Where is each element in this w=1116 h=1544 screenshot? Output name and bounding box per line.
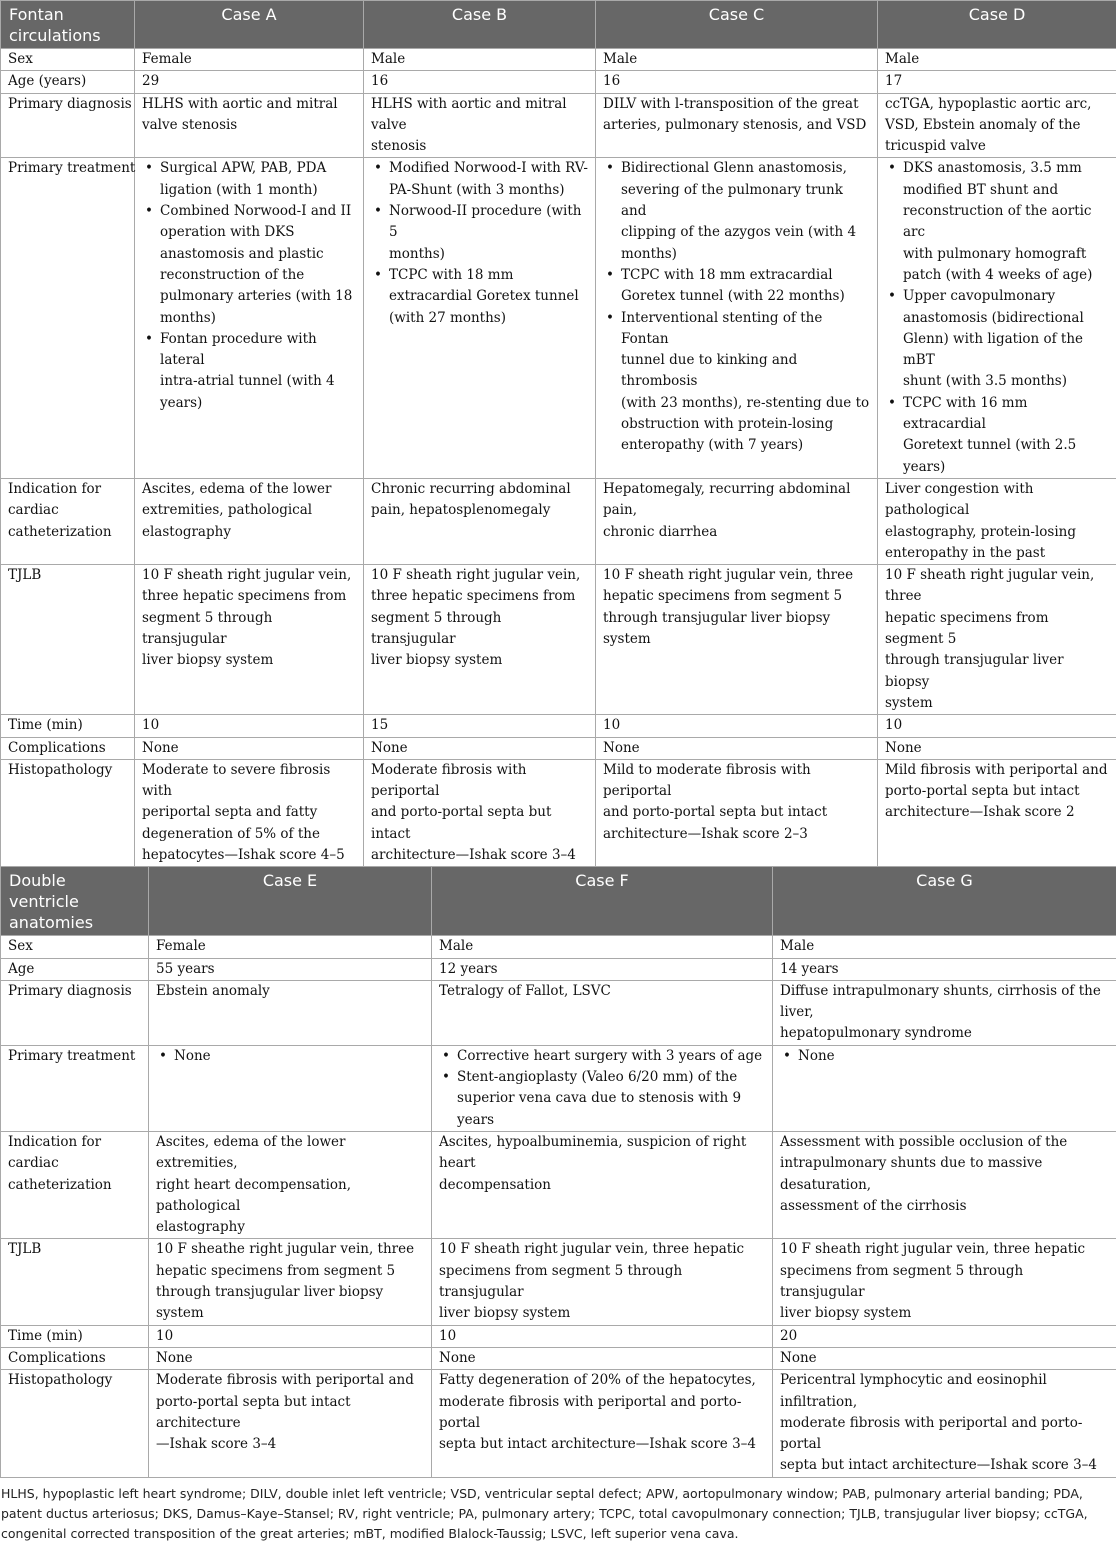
row-label-line: cardiac [8, 502, 59, 518]
table-row [1, 1131, 1116, 1238]
table-cell [773, 1045, 1116, 1131]
case-c-header: Case C [596, 1, 878, 49]
table-cell [364, 759, 596, 866]
table-cell [432, 958, 773, 980]
table-cell [773, 980, 1116, 1045]
cell-line: 10 F sheath right jugular vein, three [603, 567, 853, 583]
cell-line: 10 F sheath right jugular vein, three hepatic [439, 1241, 744, 1257]
table-cell [878, 478, 1116, 564]
table-row [1, 737, 1116, 759]
table-cell [149, 1131, 432, 1238]
table-cell [135, 565, 364, 715]
cell-line: anastomosis and plastic [160, 246, 324, 262]
list-item [158, 329, 357, 414]
table-cell [432, 1370, 773, 1477]
cell-line: TCPC with 18 mm [389, 267, 513, 283]
table-cell [878, 565, 1116, 715]
treatment-list [142, 158, 357, 414]
table-cell [596, 759, 878, 866]
row-label-line: Indication for [8, 481, 101, 497]
cell-line: 10 F sheathe right jugular vein, three [156, 1241, 414, 1257]
cell-line: PA-Shunt (with 3 months) [389, 182, 565, 198]
cell-line: porto-portal septa but intact architecture [156, 1394, 351, 1431]
table-cell [432, 1131, 773, 1238]
cell-line: None [371, 740, 408, 756]
cell-line: Ascites, edema of the lower extremities, [156, 1134, 346, 1171]
list-item [158, 201, 357, 329]
cell-line: Surgical APW, PAB, PDA [160, 160, 326, 176]
cell-line: Male [439, 938, 473, 954]
cell-line: enteropathy in the past [885, 545, 1045, 561]
row-label: Sex [1, 49, 135, 71]
table-cell [878, 93, 1116, 158]
list-item [387, 201, 589, 265]
cell-line: superior vena cava due to stenosis with 9 years [457, 1090, 741, 1127]
table-cell [878, 759, 1116, 866]
cell-line: None [156, 1350, 193, 1366]
table-cell [773, 1325, 1116, 1347]
cell-line: Mild fibrosis with periportal and [885, 762, 1107, 778]
row-label: TJLB [1, 565, 135, 715]
row-label: TJLB [1, 1239, 149, 1325]
table-cell [364, 71, 596, 93]
table-cell [149, 980, 432, 1045]
cell-line: arteries, pulmonary stenosis, and VSD [603, 117, 866, 133]
section-title-line: Fontan [9, 5, 64, 24]
row-label: Primary treatment [1, 158, 135, 478]
table-row [1, 565, 1116, 715]
cell-line: and porto-portal septa but intact [371, 804, 551, 841]
cell-line: HLHS with aortic and mitral valve [371, 96, 567, 133]
cell-line: intrapulmonary shunts due to massive desaturation, [780, 1155, 1042, 1192]
cell-line: reconstruction of the aortic arc [903, 203, 1092, 240]
table-row [1, 71, 1116, 93]
table-row [1, 936, 1116, 958]
table-cell [135, 93, 364, 158]
cell-line: 14 years [780, 961, 839, 977]
case-e-header: Case E [149, 867, 432, 936]
cell-line: hepatic specimens from segment 5 [885, 610, 1049, 647]
treatment-list [371, 158, 589, 328]
cell-line: months) [389, 246, 445, 262]
cell-line: Mild to moderate fibrosis with periportal [603, 762, 811, 799]
cell-line: Fatty degeneration of 20% of the hepatocytes, [439, 1372, 756, 1388]
cell-line: HLHS with aortic and mitral [142, 96, 338, 112]
cell-line: Combined Norwood-I and II [160, 203, 351, 219]
list-item [619, 308, 871, 457]
table-cell [596, 737, 878, 759]
table-row [1, 1045, 1116, 1131]
table-row [1, 1370, 1116, 1477]
cell-line: Assessment with possible occlusion of the [780, 1134, 1067, 1150]
table-cell [878, 158, 1116, 478]
list-item [455, 1046, 766, 1067]
table-cell [596, 93, 878, 158]
row-label [1, 1131, 149, 1238]
cell-line: None [603, 740, 640, 756]
cell-line: Female [142, 51, 192, 67]
table-cell [149, 1347, 432, 1369]
cell-line: Bidirectional Glenn anastomosis, [621, 160, 847, 176]
double-table-body [1, 936, 1116, 1477]
double-ventricle-table [0, 866, 1116, 1477]
cell-line: 15 [371, 717, 388, 733]
cell-line: hepatopulmonary syndrome [780, 1025, 972, 1041]
row-label: Time (min) [1, 715, 135, 737]
cell-line: 10 [439, 1328, 456, 1344]
table-cell [773, 958, 1116, 980]
row-label: Histopathology [1, 1370, 149, 1477]
cell-line: shunt (with 3.5 months) [903, 373, 1067, 389]
cell-line: with pulmonary homograft [903, 246, 1086, 262]
cell-line: Moderate to severe fibrosis with [142, 762, 330, 799]
treatment-list [885, 158, 1110, 477]
cell-line: three hepatic specimens from [142, 588, 346, 604]
cell-line: decompensation [439, 1177, 551, 1193]
table-cell [596, 71, 878, 93]
table-row [1, 1239, 1116, 1325]
cell-line: periportal septa and fatty [142, 804, 317, 820]
cell-line: 10 [142, 717, 159, 733]
fontan-table-body [1, 49, 1116, 867]
table-cell [135, 71, 364, 93]
section-title-line: anatomies [9, 913, 93, 932]
cell-line: three hepatic specimens from [371, 588, 575, 604]
cell-line: specimens from segment 5 through transjugular [439, 1263, 682, 1300]
table-cell [596, 158, 878, 478]
cell-line: (with 27 months) [389, 310, 506, 326]
list-item [172, 1046, 425, 1067]
list-item [387, 158, 589, 201]
table-cell [878, 737, 1116, 759]
table-cell [596, 565, 878, 715]
cell-line: 17 [885, 73, 902, 89]
cell-line: operation with DKS [160, 224, 295, 240]
cell-line: through transjugular liver biopsy system [156, 1284, 383, 1321]
cell-line: clipping of the azygos vein (with 4 [621, 224, 856, 240]
cell-line: Ascites, edema of the lower [142, 481, 332, 497]
cell-line: hepatocytes—Ishak score 4–5 [142, 847, 345, 863]
table-cell [878, 49, 1116, 71]
table-cell [432, 1045, 773, 1131]
cell-line: Liver congestion with pathological [885, 481, 1033, 518]
cell-line: assessment of the cirrhosis [780, 1198, 967, 1214]
table-cell [135, 715, 364, 737]
table-row [1, 759, 1116, 866]
cell-line: Female [156, 938, 206, 954]
table-cell [596, 478, 878, 564]
cell-line: 10 F sheath right jugular vein, three hepatic [780, 1241, 1085, 1257]
cell-line: segment 5 through transjugular [371, 610, 501, 647]
row-label: Sex [1, 936, 149, 958]
row-label: Primary treatment [1, 1045, 149, 1131]
cell-line: obstruction with protein-losing [621, 416, 833, 432]
row-label-line: catheterization [8, 524, 112, 540]
table-cell [364, 158, 596, 478]
cell-line: months) [160, 310, 216, 326]
cell-line: Modified Norwood-I with RV- [389, 160, 588, 176]
cell-line: right heart decompensation, pathological [156, 1177, 351, 1214]
table-cell [773, 1239, 1116, 1325]
cell-line: (with 23 months), re-stenting due to [621, 395, 869, 411]
row-label: Primary diagnosis [1, 980, 149, 1045]
cell-line: chronic diarrhea [603, 524, 717, 540]
cell-line: None [174, 1048, 211, 1064]
cell-line: 10 F sheath right jugular vein, three [885, 567, 1094, 604]
cell-line: tunnel due to kinking and thrombosis [621, 352, 797, 389]
cell-line: septa but intact architecture—Ishak score 3–4 [439, 1436, 756, 1452]
cell-line: elastography [156, 1219, 245, 1235]
cell-line: enteropathy (with 7 years) [621, 437, 803, 453]
cell-line: 10 [603, 717, 620, 733]
cell-line: hepatic specimens from segment 5 [603, 588, 842, 604]
cell-line: Hepatomegaly, recurring abdominal pain, [603, 481, 850, 518]
cell-line: septa but intact architecture—Ishak score 3–4 [780, 1457, 1097, 1473]
cell-line: porto-portal septa but intact [885, 783, 1080, 799]
row-label: Complications [1, 737, 135, 759]
cell-line: stenosis [371, 138, 426, 154]
cell-line: moderate fibrosis with periportal and porto-portal [780, 1415, 1082, 1452]
list-item [901, 158, 1110, 286]
cell-line: liver biopsy system [142, 652, 273, 668]
table-row [1, 158, 1116, 478]
treatment-list [156, 1046, 425, 1067]
table-cell [149, 1325, 432, 1347]
row-label: Complications [1, 1347, 149, 1369]
row-label [1, 478, 135, 564]
table-cell [364, 93, 596, 158]
cell-line: 29 [142, 73, 159, 89]
table-cell [135, 759, 364, 866]
table-cell [364, 478, 596, 564]
table-cell [149, 1045, 432, 1131]
cell-line: 10 [156, 1328, 173, 1344]
list-item [387, 265, 589, 329]
cell-line: elastography [142, 524, 231, 540]
cell-line: liver biopsy system [780, 1305, 911, 1321]
cell-line: intra-atrial tunnel (with 4 [160, 373, 335, 389]
table-cell [149, 958, 432, 980]
cell-line: VSD, Ebstein anomaly of the [885, 117, 1081, 133]
table-row [1, 1347, 1116, 1369]
table-cell [432, 936, 773, 958]
cell-line: 10 [885, 717, 902, 733]
section-title-line: Double [9, 871, 66, 890]
row-label-line: Indication for [8, 1134, 101, 1150]
cell-line: specimens from segment 5 through transjugular [780, 1263, 1023, 1300]
list-item [901, 393, 1110, 478]
table-row [1, 958, 1116, 980]
cell-line: Tetralogy of Fallot, LSVC [439, 983, 611, 999]
table-footnote: HLHS, hypoplastic left heart syndrome; DILV, double inlet left ventricle; VSD, ventricular septal defect; APW, aortopulmonary window; PAB, pulmonary arterial banding; PDA, patent ductus arteriosus; DKS, Damus–Kaye–Stansel; RV, right ventricle; PA, pulmonary artery; TCPC, total cavopulmonary connection; TJLB, transjugular liver biopsy; ccTGA, congenital corrected transposition of the great arteries; mBT, modified Blalock-Taussig; LSVC, left superior vena cava. [0, 1478, 1116, 1544]
cell-line: months) [621, 246, 677, 262]
list-item [158, 158, 357, 201]
row-label-line: catheterization [8, 1177, 112, 1193]
cell-line: Ebstein anomaly [156, 983, 270, 999]
table-cell [596, 49, 878, 71]
table-cell [878, 715, 1116, 737]
cell-line: Norwood-II procedure (with 5 [389, 203, 581, 240]
table-cell [364, 565, 596, 715]
cell-line: years) [160, 395, 202, 411]
table-row [1, 1325, 1116, 1347]
cell-line: Interventional stenting of the Fontan [621, 310, 822, 347]
table-cell [364, 715, 596, 737]
cell-line: patch (with 4 weeks of age) [903, 267, 1092, 283]
table-row [1, 715, 1116, 737]
cell-line: 12 years [439, 961, 498, 977]
cell-line: Male [371, 51, 405, 67]
treatment-list [603, 158, 871, 456]
cell-line: moderate fibrosis with periportal and porto-portal [439, 1394, 741, 1431]
cell-line: severing of the pulmonary trunk and [621, 182, 843, 219]
table-cell [364, 737, 596, 759]
cell-line: Male [885, 51, 919, 67]
fontan-section-title [1, 1, 135, 49]
cell-line: ccTGA, hypoplastic aortic arc, [885, 96, 1091, 112]
treatment-list [439, 1046, 766, 1131]
list-item [901, 286, 1110, 392]
cell-line: Goretex tunnel (with 22 months) [621, 288, 845, 304]
cell-line: None [885, 740, 922, 756]
cell-line: 55 years [156, 961, 215, 977]
cell-line: modified BT shunt and [903, 182, 1058, 198]
table-cell [135, 478, 364, 564]
case-a-header: Case A [135, 1, 364, 49]
double-section-title [1, 867, 149, 936]
list-item [619, 265, 871, 308]
cell-line: hepatic specimens from segment 5 [156, 1263, 395, 1279]
case-b-header: Case B [364, 1, 596, 49]
cell-line: valve stenosis [142, 117, 237, 133]
cell-line: None [439, 1350, 476, 1366]
table-cell [432, 1325, 773, 1347]
case-d-header: Case D [878, 1, 1116, 49]
table-cell [135, 158, 364, 478]
cell-line: Moderate fibrosis with periportal and [156, 1372, 414, 1388]
table-cell [596, 715, 878, 737]
row-label: Primary diagnosis [1, 93, 135, 158]
row-label: Age [1, 958, 149, 980]
cell-line: Ascites, hypoalbuminemia, suspicion of right heart [439, 1134, 746, 1171]
list-item [619, 158, 871, 264]
row-label-line: cardiac [8, 1155, 59, 1171]
table-cell [135, 737, 364, 759]
cell-line: reconstruction of the [160, 267, 304, 283]
row-label: Age (years) [1, 71, 135, 93]
cell-line: Upper cavopulmonary [903, 288, 1055, 304]
cell-line: None [780, 1350, 817, 1366]
cell-line: through transjugular liver biopsy system [603, 610, 830, 647]
case-f-header: Case F [432, 867, 773, 936]
cell-line: Male [603, 51, 637, 67]
cell-line: 10 F sheath right jugular vein, [371, 567, 580, 583]
cell-line: TCPC with 18 mm extracardial [621, 267, 833, 283]
case-g-header: Case G [773, 867, 1116, 936]
cell-line: architecture—Ishak score 3–4 [371, 847, 576, 863]
table-cell [135, 49, 364, 71]
cell-line: liver biopsy system [371, 652, 502, 668]
cell-line: ligation (with 1 month) [160, 182, 318, 198]
cell-line: degeneration of 5% of the [142, 826, 320, 842]
cell-line: anastomosis (bidirectional [903, 310, 1084, 326]
list-item [455, 1067, 766, 1131]
table-cell [149, 936, 432, 958]
table-cell [878, 71, 1116, 93]
cell-line: Corrective heart surgery with 3 years of age [457, 1048, 762, 1064]
table-cell [773, 1347, 1116, 1369]
cell-line: DILV with l-transposition of the great [603, 96, 859, 112]
cell-line: liver biopsy system [439, 1305, 570, 1321]
cell-line: 20 [780, 1328, 797, 1344]
section-title-line: ventricle [9, 892, 79, 911]
cell-line: None [798, 1048, 835, 1064]
table-cell [432, 1239, 773, 1325]
cell-line: architecture—Ishak score 2 [885, 804, 1075, 820]
cell-line: Glenn) with ligation of the mBT [903, 331, 1083, 368]
cell-line: tricuspid valve [885, 138, 986, 154]
cell-line: architecture—Ishak score 2–3 [603, 826, 808, 842]
cell-line: Chronic recurring abdominal [371, 481, 571, 497]
table-row [1, 49, 1116, 71]
cell-line: Fontan procedure with lateral [160, 331, 317, 368]
table-row [1, 93, 1116, 158]
cell-line: None [142, 740, 179, 756]
table-row [1, 478, 1116, 564]
cell-line: and porto-portal septa but intact [603, 804, 827, 820]
cell-line: elastography, protein-losing [885, 524, 1076, 540]
table-cell [432, 980, 773, 1045]
cell-line: 16 [371, 73, 388, 89]
cell-line: system [885, 695, 933, 711]
table-cell [364, 49, 596, 71]
table-cell [773, 1370, 1116, 1477]
cell-line: Pericentral lymphocytic and eosinophil infiltration, [780, 1372, 1047, 1409]
cell-line: —Ishak score 3–4 [156, 1436, 276, 1452]
row-label: Histopathology [1, 759, 135, 866]
cell-line: TCPC with 16 mm extracardial [903, 395, 1027, 432]
treatment-list [780, 1046, 1110, 1067]
cell-line: pain, hepatosplenomegaly [371, 502, 550, 518]
table-cell [773, 1131, 1116, 1238]
cell-line: extremities, pathological [142, 502, 312, 518]
row-label: Time (min) [1, 1325, 149, 1347]
cell-line: Stent-angioplasty (Valeo 6/20 mm) of the [457, 1069, 737, 1085]
table-cell [432, 1347, 773, 1369]
cell-line: Goretext tunnel (with 2.5 years) [903, 437, 1076, 474]
cell-line: segment 5 through transjugular [142, 610, 272, 647]
cell-line: Moderate fibrosis with periportal [371, 762, 526, 799]
cell-line: pulmonary arteries (with 18 [160, 288, 352, 304]
list-item [796, 1046, 1110, 1067]
cell-line: Diffuse intrapulmonary shunts, cirrhosis of the liver, [780, 983, 1101, 1020]
table-cell [773, 936, 1116, 958]
cell-line: extracardial Goretex tunnel [389, 288, 579, 304]
cell-line: DKS anastomosis, 3.5 mm [903, 160, 1082, 176]
cell-line: through transjugular liver biopsy [885, 652, 1064, 689]
table-row [1, 980, 1116, 1045]
table-cell [149, 1239, 432, 1325]
cell-line: 10 F sheath right jugular vein, [142, 567, 351, 583]
cell-line: 16 [603, 73, 620, 89]
table-cell [149, 1370, 432, 1477]
cell-line: Male [780, 938, 814, 954]
section-title-line: circulations [9, 26, 101, 45]
